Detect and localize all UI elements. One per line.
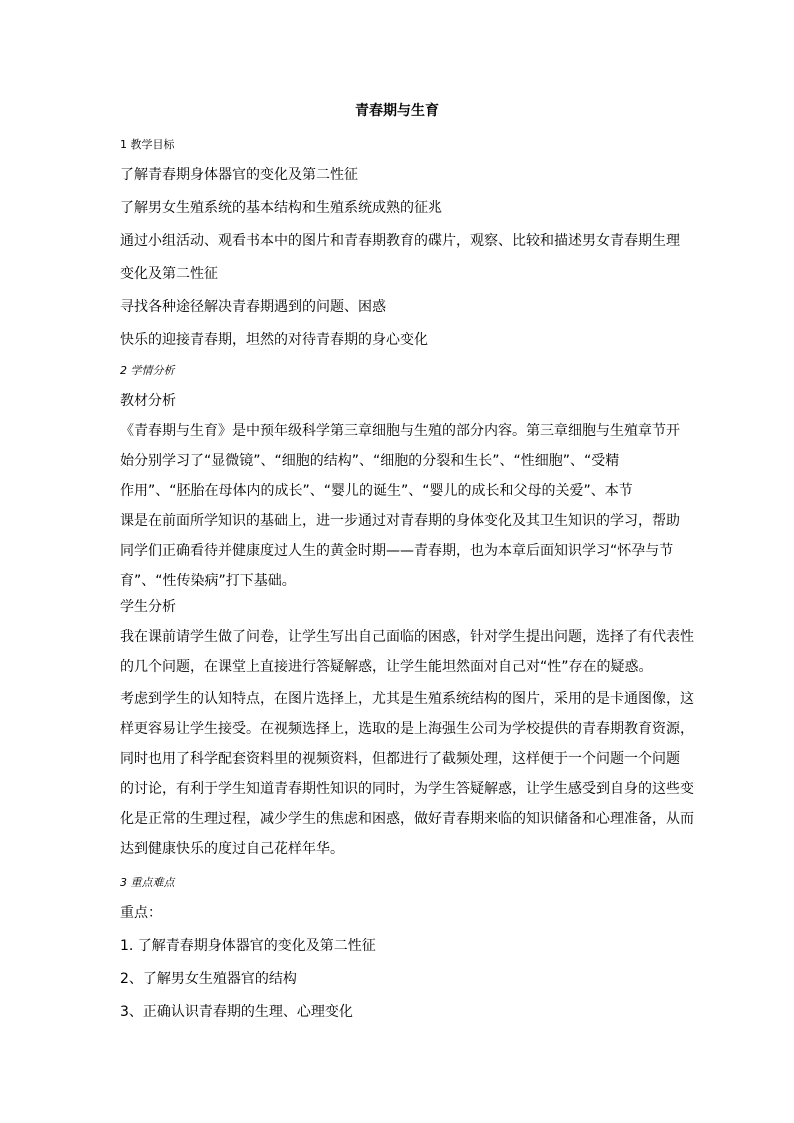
paragraph-line: 同学们正确看待并健康度过人生的黄金时期——青春期，也为本章后面知识学习“怀孕与节 <box>120 543 674 559</box>
paragraph-line: 育”、“性传染病”打下基础。 <box>120 573 296 589</box>
paragraph-line: 达到健康快乐的度过自己花样年华。 <box>120 841 344 857</box>
objective-item: 了解青春期身体器官的变化及第二性征 <box>120 167 358 183</box>
paragraph-line: 我在课前请学生做了问卷，让学生写出自己面临的困惑，针对学生提出问题，选择了有代表性 <box>120 629 694 645</box>
key-point-item: 1. 了解青春期身体器官的变化及第二性征 <box>120 938 376 954</box>
student-analysis-paragraph <box>120 622 694 682</box>
cognitive-analysis-paragraph <box>120 684 694 864</box>
paragraph-line: 样更容易让学生接受。在视频选择上，选取的是上海强生公司为学校提供的青春期教育资源， <box>120 721 694 737</box>
paragraph-line: 作用”、“胚胎在母体内的成长”、“婴儿的诞生”、“婴儿的成长和父母的关爱”、本节 <box>120 483 633 499</box>
key-point-item: 2、了解男女生殖器官的结构 <box>120 971 297 987</box>
paragraph-line: 始分别学习了“显微镜”、“细胞的结构”、“细胞的分裂和生长”、“性细胞”、“受精 <box>120 453 620 469</box>
paragraph-line: 的几个问题，在课堂上直接进行答疑解惑，让学生能坦然面对自己对“性”存在的疑惑。 <box>120 659 653 675</box>
section-heading-key-points: 3 重点难点 <box>120 876 175 889</box>
subheading-student-analysis: 学生分析 <box>120 599 176 615</box>
paragraph-line: 课是在前面所学知识的基础上，进一步通过对青春期的身体变化及其卫生知识的学习，帮助 <box>120 513 680 529</box>
paragraph-line: 考虑到学生的认知特点，在图片选择上，尤其是生殖系统结构的图片，采用的是卡通图像，这 <box>120 691 694 707</box>
paragraph-line: 同时也用了科学配套资料里的视频资料，但都进行了截频处理，这样便于一个问题一个问题 <box>120 751 680 767</box>
paragraph-line: 《青春期与生育》是中预年级科学第三章细胞与生殖的部分内容。第三章细胞与生殖章节开 <box>120 423 680 439</box>
objective-item: 快乐的迎接青春期，坦然的对待青春期的身心变化 <box>120 332 428 348</box>
key-point-item: 3、正确认识青春期的生理、心理变化 <box>120 1004 353 1020</box>
textbook-analysis-paragraph <box>120 416 680 596</box>
paragraph-line: 的讨论，有利于学生知道青春期性知识的同时，为学生答疑解惑，让学生感受到自身的这些变 <box>120 781 694 797</box>
objective-item: 了解男女生殖系统的基本结构和生殖系统成熟的征兆 <box>120 200 442 216</box>
objective-item: 寻找各种途径解决青春期遇到的问题、困惑 <box>120 299 386 315</box>
paragraph-line: 化是正常的生理过程，减少学生的焦虑和困惑，做好青春期来临的知识储备和心理准备，从而 <box>120 811 694 827</box>
subheading-key-points: 重点： <box>120 905 162 921</box>
subheading-textbook-analysis: 教材分析 <box>120 393 176 409</box>
section-heading-objectives: 1 教学目标 <box>120 138 175 151</box>
section-heading-analysis: 2 学情分析 <box>120 364 175 377</box>
document-title: 青春期与生育 <box>355 103 439 119</box>
objective-item: 通过小组活动、观看书本中的图片和青春期教育的碟片，观察、比较和描述男女青春期生理 <box>120 233 680 249</box>
objective-item-continued: 变化及第二性征 <box>120 266 218 282</box>
